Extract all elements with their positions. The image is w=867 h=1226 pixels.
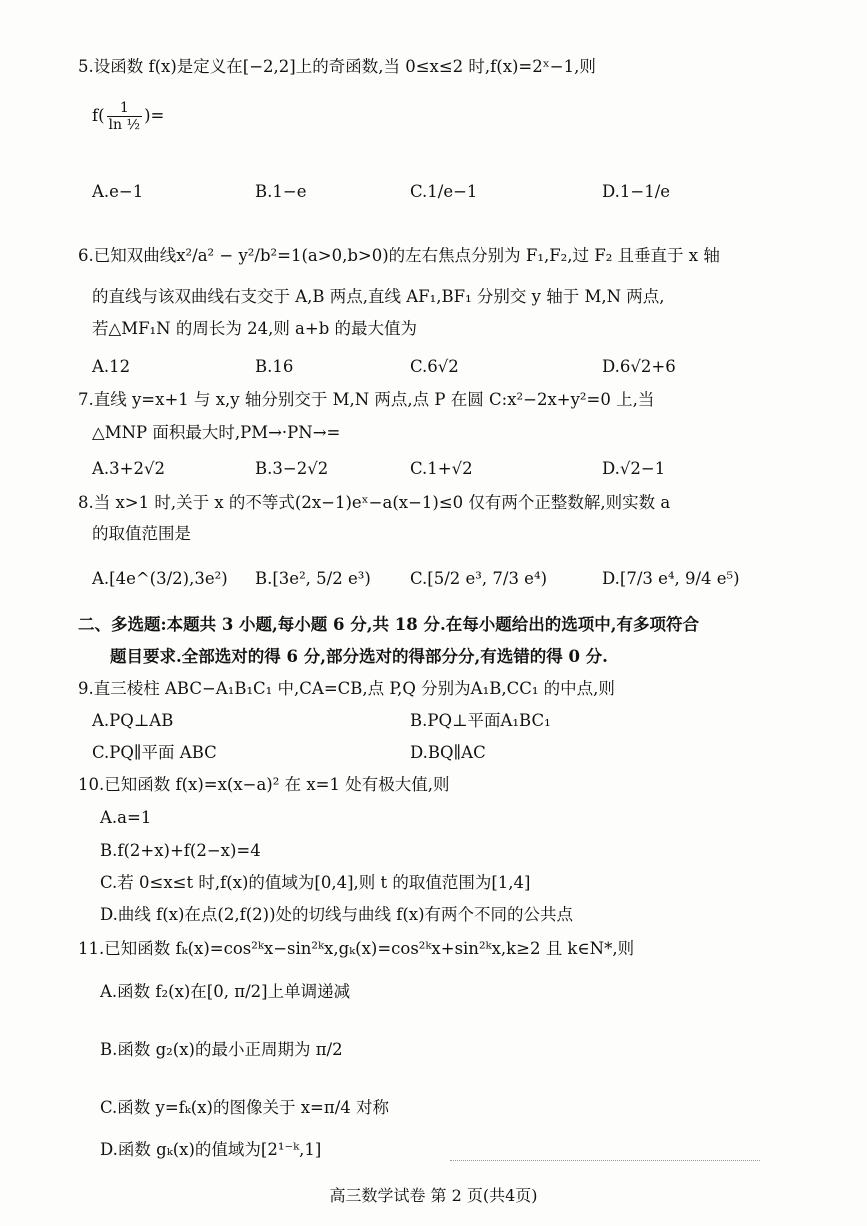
q6-option-c: C.6√2 bbox=[410, 357, 459, 376]
q10-option-c: C.若 0≤x≤t 时,f(x)的值域为[0,4],则 t 的取值范围为[1,4] bbox=[100, 873, 531, 892]
q11-option-d: D.函数 gₖ(x)的值域为[2¹⁻ᵏ,1] bbox=[100, 1140, 322, 1159]
q6-option-d: D.6√2+6 bbox=[602, 357, 676, 376]
q8-line2: 的取值范围是 bbox=[92, 524, 191, 543]
q11-option-c: C.函数 y=fₖ(x)的图像关于 x=π/4 对称 bbox=[100, 1098, 389, 1117]
q5-option-a: A.e−1 bbox=[92, 182, 144, 201]
q5-option-c: C.1/e−1 bbox=[410, 182, 478, 201]
q6-line1: 6.已知双曲线x²/a² − y²/b²=1(a>0,b>0)的左右焦点分别为 F₁,F₂,过 F₂ 且垂直于 x 轴 bbox=[78, 246, 720, 265]
q7-line1: 7.直线 y=x+1 与 x,y 轴分别交于 M,N 两点,点 P 在圆 C:x²−2x+y²=0 上,当 bbox=[78, 390, 655, 409]
q5-stem: 5.设函数 f(x)是定义在[−2,2]上的奇函数,当 0≤x≤2 时,f(x)=2ˣ−1,则 bbox=[78, 57, 596, 76]
divider-rule bbox=[450, 1160, 760, 1161]
section2-heading-line2: 题目要求.全部选对的得 6 分,部分选对的得部分分,有选错的得 0 分. bbox=[110, 647, 608, 666]
q8-option-b: B.[3e², 5/2 e³) bbox=[255, 569, 371, 588]
q11-option-b: B.函数 g₂(x)的最小正周期为 π/2 bbox=[100, 1040, 343, 1059]
q11-stem: 11.已知函数 fₖ(x)=cos²ᵏx−sin²ᵏx,gₖ(x)=cos²ᵏx+sin²ᵏx,k≥2 且 k∈N*,则 bbox=[78, 939, 635, 958]
q5-expression: f( $\frac{1}{\text{ln ½}}$ )= bbox=[92, 100, 165, 133]
q11-option-a: A.函数 f₂(x)在[0, π/2]上单调递减 bbox=[100, 982, 351, 1001]
q10-option-b: B.f(2+x)+f(2−x)=4 bbox=[100, 841, 261, 860]
section2-heading-line1: 二、多选题:本题共 3 小题,每小题 6 分,共 18 分.在每小题给出的选项中,有多项符合 bbox=[78, 615, 699, 634]
q5-option-d: D.1−1/e bbox=[602, 182, 671, 201]
q7-option-c: C.1+√2 bbox=[410, 459, 473, 478]
q9-option-b: B.PQ⊥平面A₁BC₁ bbox=[410, 711, 551, 730]
q7-line2: △MNP 面积最大时,PM→·PN→= bbox=[92, 423, 341, 442]
q10-option-d: D.曲线 f(x)在点(2,f(2))处的切线与曲线 f(x)有两个不同的公共点 bbox=[100, 905, 574, 924]
q8-option-a: A.[4e^(3/2),3e²) bbox=[92, 569, 228, 588]
q8-line1: 8.当 x>1 时,关于 x 的不等式(2x−1)eˣ−a(x−1)≤0 仅有两个正整数解,则实数 a bbox=[78, 493, 671, 512]
q9-option-d: D.BQ∥AC bbox=[410, 743, 486, 762]
page-footer: 高三数学试卷 第 2 页(共4页) bbox=[329, 1186, 538, 1205]
q6-option-a: A.12 bbox=[92, 357, 131, 376]
q8-option-d: D.[7/3 e⁴, 9/4 e⁵) bbox=[602, 569, 740, 588]
q7-option-a: A.3+2√2 bbox=[92, 459, 165, 478]
q9-option-c: C.PQ∥平面 ABC bbox=[92, 743, 217, 762]
q10-option-a: A.a=1 bbox=[100, 808, 152, 827]
q8-option-c: C.[5/2 e³, 7/3 e⁴) bbox=[410, 569, 548, 588]
q9-stem: 9.直三棱柱 ABC−A₁B₁C₁ 中,CA=CB,点 P,Q 分别为A₁B,CC₁ 的中点,则 bbox=[78, 679, 615, 698]
q6-option-b: B.16 bbox=[255, 357, 294, 376]
q7-option-b: B.3−2√2 bbox=[255, 459, 329, 478]
q6-line2: 的直线与该双曲线右支交于 A,B 两点,直线 AF₁,BF₁ 分别交 y 轴于 M,N 两点, bbox=[92, 287, 665, 306]
q10-stem: 10.已知函数 f(x)=x(x−a)² 在 x=1 处有极大值,则 bbox=[78, 775, 450, 794]
q5-option-b: B.1−e bbox=[255, 182, 307, 201]
q7-option-d: D.√2−1 bbox=[602, 459, 666, 478]
q6-line3: 若△MF₁N 的周长为 24,则 a+b 的最大值为 bbox=[92, 319, 418, 338]
q9-option-a: A.PQ⊥AB bbox=[92, 711, 174, 730]
